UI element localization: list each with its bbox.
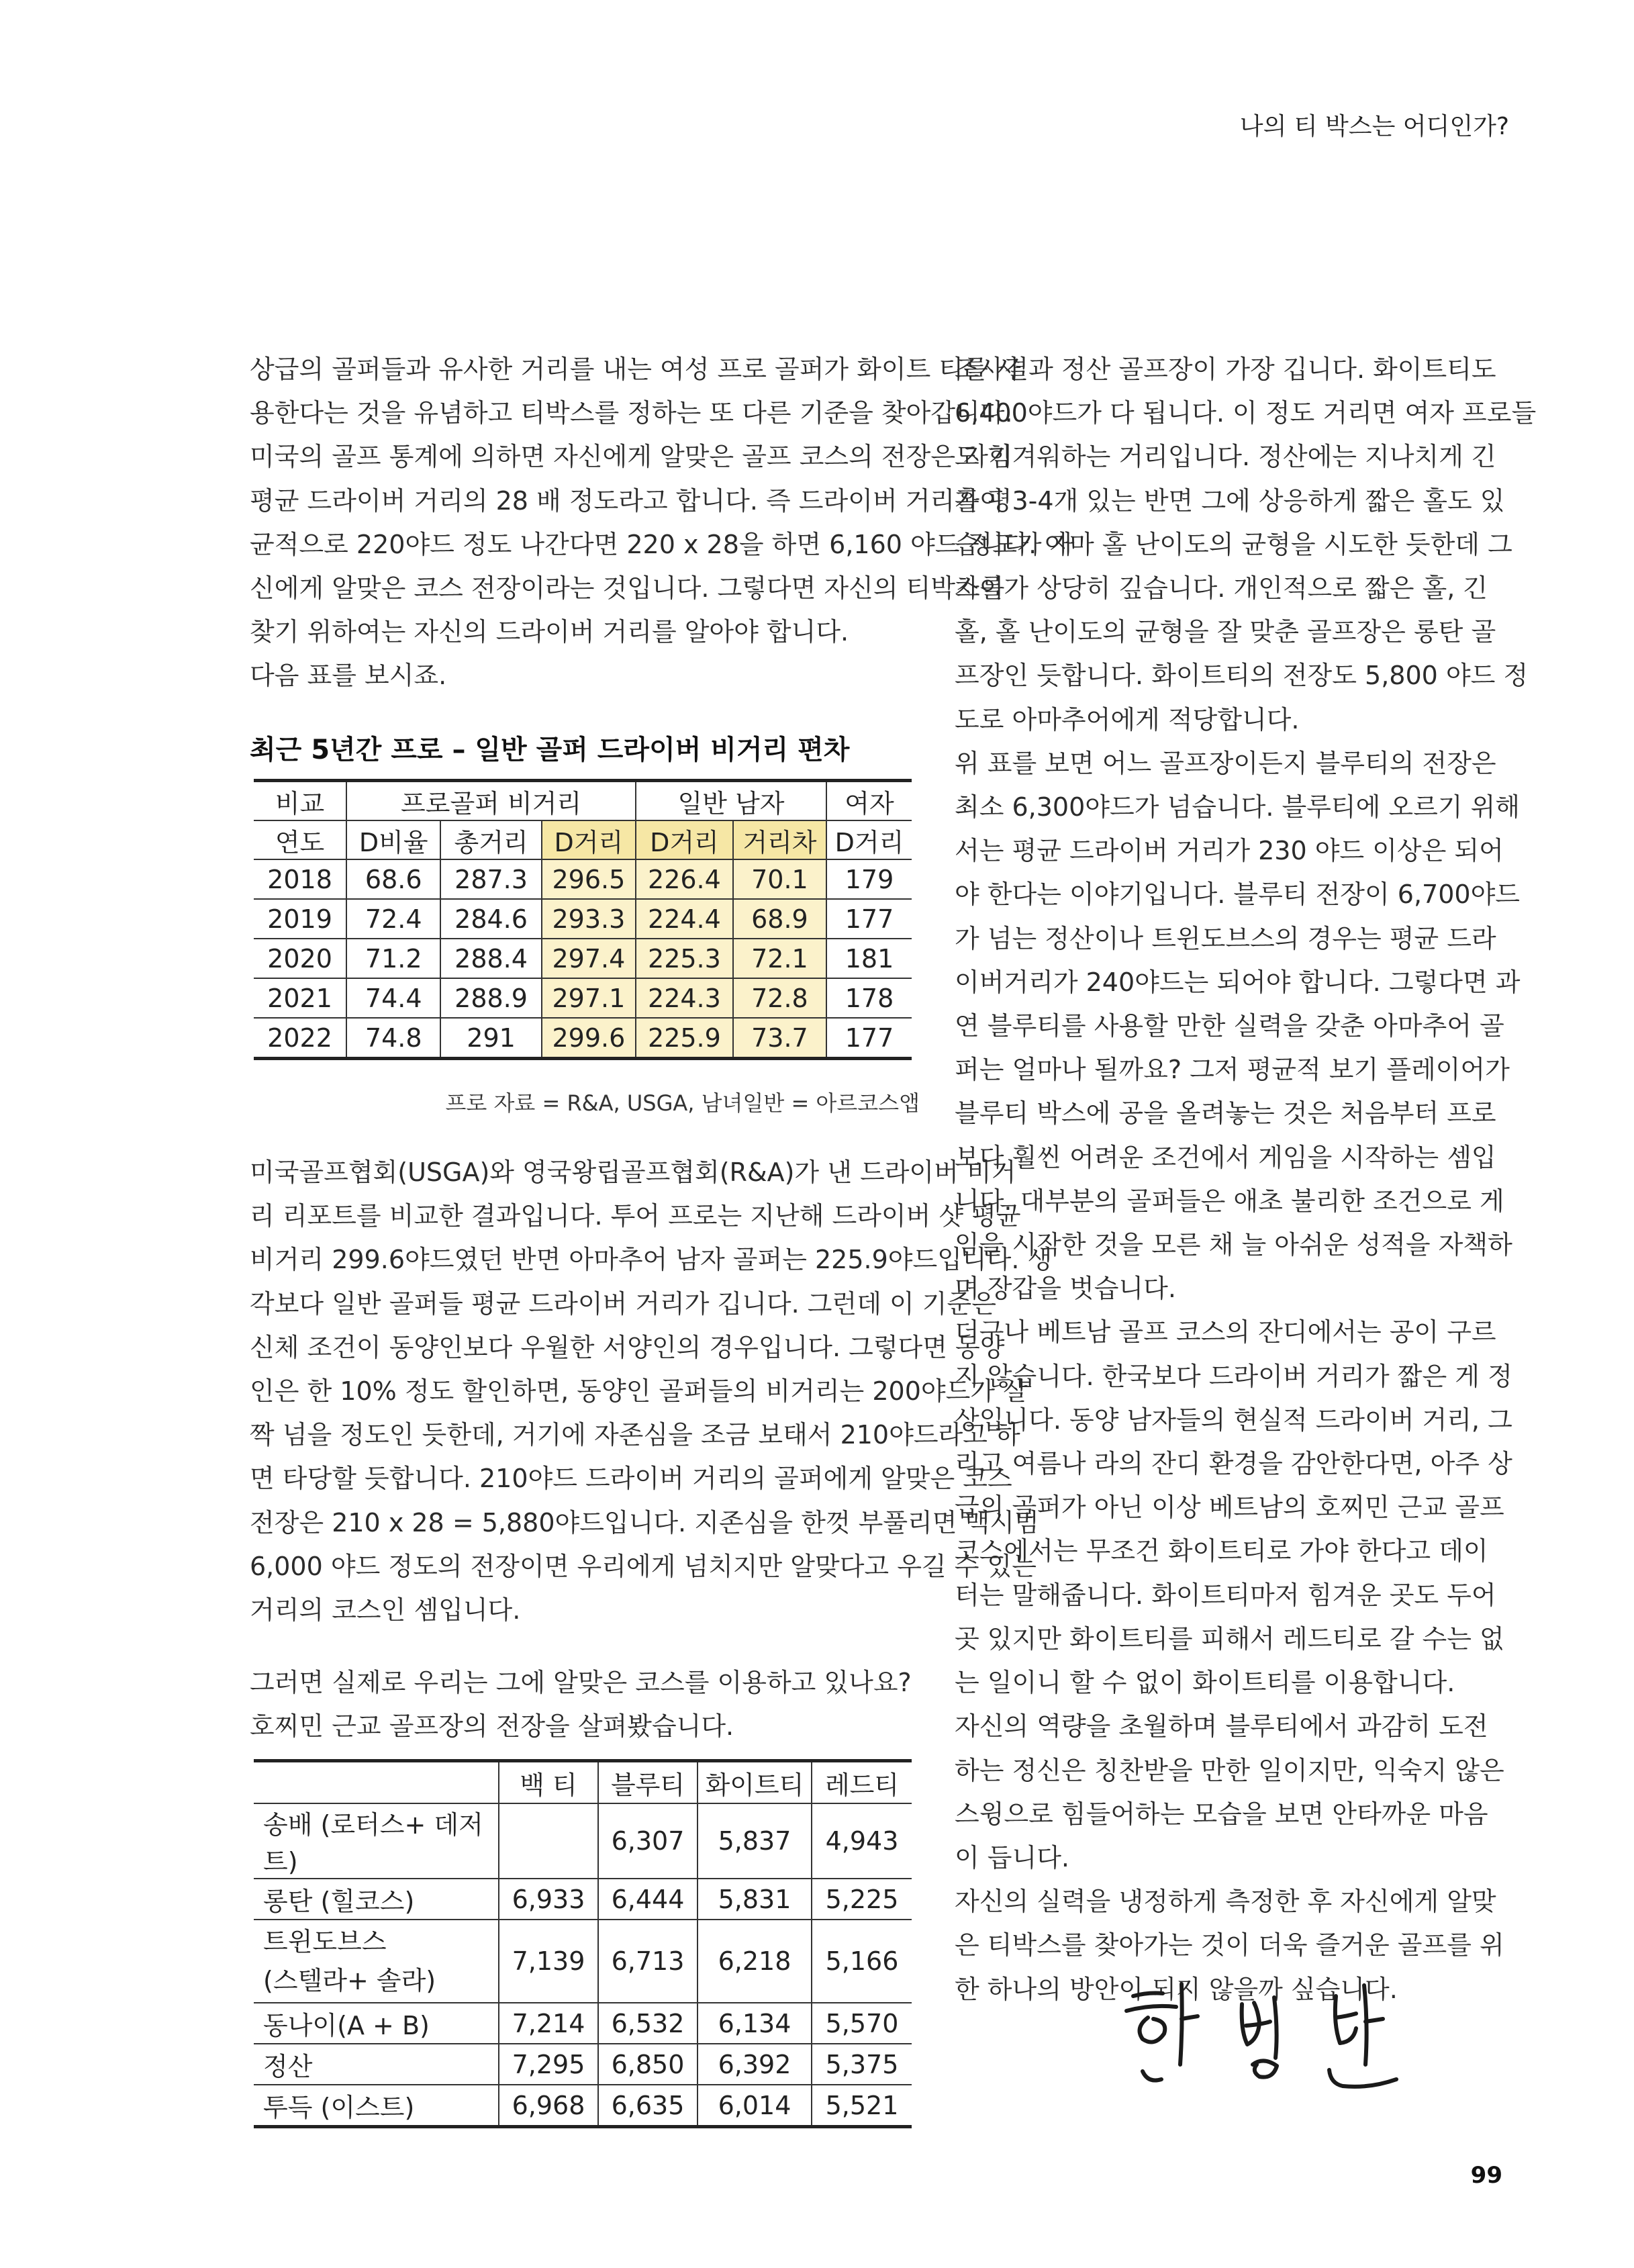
text-line: 자신의 역량을 초월하며 블루티에서 과감히 도전 — [955, 1711, 1488, 1742]
table-cell: 293.3 — [542, 899, 636, 939]
table-cell: 7,295 — [499, 2044, 598, 2085]
table-cell: 6,968 — [499, 2085, 598, 2127]
table-cell: 4,943 — [812, 1803, 912, 1879]
table-cell: 2019 — [254, 899, 346, 939]
text-line: 위 표를 보면 어느 골프장이든지 블루티의 전장은 — [955, 748, 1496, 778]
text-line: 지 않습니다. 한국보다 드라이버 거리가 짧은 게 정 — [955, 1361, 1512, 1391]
text-line: 그러면 실제로 우리는 그에 알맞은 코스를 이용하고 있나요? — [250, 1668, 912, 1697]
table-cell: 6,134 — [698, 2003, 812, 2044]
table2-header-cell: 화이트티 — [698, 1761, 812, 1804]
table-cell: 2020 — [254, 939, 346, 978]
course-name-cell: 투득 (이스트) — [263, 2093, 415, 2122]
handwritten-signature — [1114, 1964, 1463, 2098]
text-line: 신체 조건이 동양인보다 우월한 서양인의 경우입니다. 그렇다면 동양 — [250, 1332, 1005, 1362]
table-cell: 72.1 — [733, 939, 826, 978]
table-cell: 2018 — [254, 859, 346, 899]
text-line: 홀이 3-4개 있는 반면 그에 상응하게 짧은 홀도 있 — [955, 485, 1505, 516]
table-cell: 6,713 — [598, 1920, 698, 2003]
table-cell: 6,307 — [598, 1803, 698, 1879]
table-cell: 6,218 — [698, 1920, 812, 2003]
table-cell: 68.6 — [346, 859, 440, 899]
table-cell: 5,831 — [698, 1879, 812, 1920]
table-cell: 179 — [826, 859, 912, 899]
table-cell: 2021 — [254, 978, 346, 1018]
table-cell: 6,014 — [698, 2085, 812, 2127]
table-cell: 6,635 — [598, 2085, 698, 2127]
course-name-cell: 동나이(A + B) — [254, 2003, 499, 2044]
table-cell: 72.4 — [346, 899, 440, 939]
text-line: 터는 말해줍니다. 화이트티마저 힘겨운 곳도 두어 — [955, 1580, 1496, 1610]
text-line: 거리의 코스인 셈입니다. — [250, 1595, 521, 1625]
text-line: 리 리포트를 비교한 결과입니다. 투어 프로는 지난해 드라이버 샷 평균 — [250, 1201, 1021, 1231]
text-line: 6,000 야드 정도의 전장이면 우리에게 넘치지만 알맞다고 우길 수 있는 — [250, 1551, 1037, 1581]
text-line: 최소 6,300야드가 넘습니다. 블루티에 오르기 위해 — [955, 792, 1521, 822]
text-line: 각보다 일반 골퍼들 평균 드라이버 거리가 깁니다. 그런데 이 기준은 — [250, 1288, 996, 1319]
text-line: 임을 시작한 것을 모른 채 늘 아쉬운 성적을 자책하 — [955, 1230, 1512, 1260]
table1-source: 프로 자료 = R&A, USGA, 남녀일반 = 아르코스앱 — [445, 1090, 920, 1116]
table1-header-cell: 비교 — [254, 781, 346, 821]
table-cell: 7,214 — [499, 2003, 598, 2044]
table-row — [254, 859, 912, 899]
text-line: 니다. 대부분의 골퍼들은 애초 불리한 조건으로 게 — [955, 1186, 1504, 1216]
table-row — [254, 2085, 912, 2127]
table-row — [254, 1920, 912, 2003]
text-line: 비거리 299.6야드였던 반면 아마추어 남자 골퍼는 225.9야드입니다. 생 — [250, 1245, 1053, 1275]
table-cell: 178 — [826, 978, 912, 1018]
table-row — [254, 939, 912, 978]
table-row — [254, 1018, 912, 1059]
table-cell: 6,850 — [598, 2044, 698, 2085]
table2-header-row — [254, 1761, 912, 1804]
page-number: 99 — [1470, 2162, 1502, 2189]
table-cell: 296.5 — [542, 859, 636, 899]
table-cell: 6,392 — [698, 2044, 812, 2085]
left-column-para3 — [250, 1661, 922, 1748]
table-cell: 70.1 — [733, 859, 826, 899]
table1-header-cell: 일반 남자 — [636, 781, 826, 821]
table-cell — [499, 1803, 598, 1879]
table-cell: 284.6 — [440, 899, 541, 939]
table-cell: 225.9 — [636, 1018, 733, 1059]
text-line: 스윙으로 힘들어하는 모습을 보면 안타까운 마음 — [955, 1799, 1488, 1829]
table1-title: 최근 5년간 프로 – 일반 골퍼 드라이버 비거리 편차 — [250, 735, 850, 765]
table-cell: 5,570 — [812, 2003, 912, 2044]
table-row — [254, 2003, 912, 2044]
text-line: 리고 여름나 라의 잔디 환경을 감안한다면, 아주 상 — [955, 1449, 1512, 1479]
text-line: 야 한다는 이야기입니다. 블루티 전장이 6,700야드 — [955, 880, 1521, 910]
text-line: 한 하나의 방안이 되지 않을까 싶습니다. — [955, 1974, 1398, 2004]
table-cell: 72.8 — [733, 978, 826, 1018]
table2-header-cell: 블루티 — [598, 1761, 698, 1804]
table-cell: 177 — [826, 899, 912, 939]
table-cell: 288.9 — [440, 978, 541, 1018]
table-cell: 5,375 — [812, 2044, 912, 2085]
table-cell: 6,532 — [598, 2003, 698, 2044]
text-line: 차이가 상당히 깊습니다. 개인적으로 짧은 홀, 긴 — [955, 573, 1488, 604]
table-cell: 6,933 — [499, 1879, 598, 1920]
table1-header-row2 — [254, 820, 912, 859]
table-cell: 287.3 — [440, 859, 541, 899]
table1-header-cell: 거리차 — [733, 820, 826, 859]
text-line: 이버거리가 240야드는 되어야 합니다. 그렇다면 과 — [955, 967, 1521, 997]
table-cell: 181 — [826, 939, 912, 978]
table-cell: 224.3 — [636, 978, 733, 1018]
running-header: 나의 티 박스는 어디인가? — [1239, 113, 1509, 140]
text-line: 곳 있지만 화이트티를 피해서 레드티로 갈 수는 없 — [955, 1623, 1504, 1654]
text-line: 전장은 210 x 28 = 5,880야드입니다. 지존심을 한껏 부풀리면 맥시멈 — [250, 1507, 1039, 1538]
text-line: 도 힘겨워하는 거리입니다. 정산에는 지나치게 긴 — [955, 442, 1496, 472]
table-row — [254, 899, 912, 939]
table-cell: 226.4 — [636, 859, 733, 899]
table-cell: 5,521 — [812, 2085, 912, 2127]
text-line: 는 일이니 할 수 없이 화이트티를 이용합니다. — [955, 1668, 1455, 1698]
text-line: 도로 아마추어에게 적당합니다. — [955, 704, 1300, 735]
text-line: 퍼는 얼마나 될까요? 그저 평균적 보기 플레이어가 — [955, 1055, 1510, 1085]
text-line: 보다 훨씬 어려운 조건에서 게임을 시작하는 셈입 — [955, 1142, 1496, 1172]
table-cell: 225.3 — [636, 939, 733, 978]
text-line: 코스에서는 무조건 화이트티로 가야 한다고 데이 — [955, 1536, 1488, 1566]
table1-header-cell: D거리 — [542, 820, 636, 859]
course-name-line1: 트윈도브스 — [263, 1927, 387, 1956]
table-cell: 5,837 — [698, 1803, 812, 1879]
table2-header-cell: 레드티 — [812, 1761, 912, 1804]
table1-header-row1 — [254, 781, 912, 821]
table-cell: 6,444 — [598, 1879, 698, 1920]
course-name-cell: 롱탄 (힐코스) — [254, 1879, 499, 1920]
text-line: 연 블루티를 사용할 만한 실력을 갖춘 아마추어 골 — [955, 1011, 1504, 1041]
text-line: 하는 정신은 칭찬받을 만한 일이지만, 익숙지 않은 — [955, 1755, 1504, 1785]
text-line: 신에게 알맞은 코스 전장이라는 것입니다. 그렇다면 자신의 티박스를 — [250, 573, 1005, 604]
text-line: 평균 드라이버 거리의 28 배 정도라고 합니다. 즉 드라이버 거리가 평 — [250, 485, 1012, 516]
text-line: 미국의 골프 통계에 의하면 자신에게 알맞은 골프 코스의 전장은 자기 — [250, 442, 1013, 472]
table-cell: 74.8 — [346, 1018, 440, 1059]
table-cell: 5,166 — [812, 1920, 912, 2003]
table-cell: 73.7 — [733, 1018, 826, 1059]
table-row — [254, 1879, 912, 1920]
table-cell: 74.4 — [346, 978, 440, 1018]
table-cell: 224.4 — [636, 899, 733, 939]
table1-header-cell: D거리 — [826, 820, 912, 859]
text-line: 은 티박스를 찾아가는 것이 더욱 즐거운 골프를 위 — [955, 1930, 1504, 1960]
text-line: 더구나 베트남 골프 코스의 잔디에서는 공이 구르 — [955, 1317, 1496, 1348]
table-cell: 2022 — [267, 1023, 332, 1053]
course-name-cell — [254, 1920, 499, 2003]
text-line: 서는 평균 드라이버 거리가 230 야드 이상은 되어 — [955, 836, 1504, 866]
table-row — [254, 1803, 912, 1879]
left-column-para1 — [250, 348, 1075, 698]
text-line: 호찌민 근교 골프장의 전장을 살펴봤습니다. — [250, 1711, 734, 1742]
table-cell: 291 — [440, 1018, 541, 1059]
table1-header-cell: 프로골퍼 비거리 — [346, 781, 636, 821]
text-line: 조사결과 정산 골프장이 가장 깁니다. 화이트티도 — [955, 355, 1496, 384]
text-line: 다음 표를 보시죠. — [250, 661, 447, 691]
text-line: 상급의 골퍼들과 유사한 거리를 내는 여성 프로 골퍼가 화이트 티를 사 — [250, 355, 1021, 384]
table1-header-cell: D거리 — [636, 820, 733, 859]
text-line: 인은 한 10% 정도 할인하면, 동양인 골퍼들의 비거리는 200야드가 살 — [250, 1376, 1028, 1407]
text-line: 급의 골퍼가 아닌 이상 베트남의 호찌민 근교 골프 — [955, 1493, 1504, 1523]
text-line: 미국골프협회(USGA)와 영국왕립골프협회(R&A)가 낸 드라이버 비거 — [250, 1157, 1016, 1187]
table-cell: 7,139 — [499, 1920, 598, 2003]
table-cell: 68.9 — [733, 899, 826, 939]
text-line: 상입니다. 동양 남자들의 현실적 드라이버 거리, 그 — [955, 1405, 1512, 1435]
text-line: 짝 넘을 정도인 듯한데, 거기에 자존심을 조금 보태서 210야드라고 하 — [250, 1420, 1020, 1450]
table1-header-cell: D비율 — [346, 820, 440, 859]
text-line: 이 듭니다. — [955, 1842, 1069, 1873]
text-line: 자신의 실력을 냉정하게 측정한 후 자신에게 알맞 — [955, 1887, 1496, 1917]
table-cell: 5,225 — [812, 1879, 912, 1920]
table-cell: 297.1 — [542, 978, 636, 1018]
table-cell: 177 — [826, 1018, 912, 1059]
text-line: 찾기 위하여는 자신의 드라이버 거리를 알아야 합니다. — [250, 617, 849, 647]
course-name-line2: (스텔라+ 솔라) — [263, 1966, 436, 1995]
course-name-cell: 송배 (로터스+ 데저트) — [254, 1803, 499, 1879]
text-line: 6,400야드가 다 됩니다. 이 정도 거리면 여자 프로들 — [955, 398, 1537, 428]
text-line: 홀, 홀 난이도의 균형을 잘 맞춘 골프장은 롱탄 골 — [955, 617, 1496, 647]
text-line: 블루티 박스에 공을 올려놓는 것은 처음부터 프로 — [955, 1098, 1496, 1129]
table1-header-cell: 여자 — [826, 781, 912, 821]
course-length-table — [254, 1759, 912, 2128]
table-cell: 297.4 — [542, 939, 636, 978]
text-line: 균적으로 220야드 정도 나간다면 220 x 28을 하면 6,160 야드 정도가 자 — [250, 529, 1075, 559]
driver-distance-table — [254, 779, 912, 1060]
text-line: 프장인 듯합니다. 화이트티의 전장도 5,800 야드 정 — [955, 661, 1529, 691]
table2-header-cell: 백 티 — [499, 1761, 598, 1804]
right-column-text — [955, 348, 1537, 2012]
text-line: 가 넘는 정산이나 트윈도브스의 경우는 평균 드라 — [955, 923, 1496, 953]
text-line: 습니다. 아마 홀 난이도의 균형을 시도한 듯한데 그 — [955, 529, 1512, 559]
table1-header-cell: 연도 — [254, 820, 346, 859]
text-line: 용한다는 것을 유념하고 티박스를 정하는 또 다른 기준을 찾아갑니다. — [250, 398, 1013, 428]
table-cell: 71.2 — [346, 939, 440, 978]
table2-header-cell — [254, 1761, 499, 1804]
left-column-para2 — [250, 1151, 1053, 1632]
table-cell: 299.6 — [542, 1018, 636, 1059]
text-line: 며 장갑을 벗습니다. — [955, 1274, 1176, 1304]
table-cell: 288.4 — [440, 939, 541, 978]
table-row — [254, 2044, 912, 2085]
text-line: 면 타당할 듯합니다. 210야드 드라이버 거리의 골퍼에게 알맞은 코스 — [250, 1464, 1012, 1494]
table-row — [254, 978, 912, 1018]
table1-header-cell: 총거리 — [440, 820, 541, 859]
course-name-cell: 정산 — [254, 2044, 499, 2085]
